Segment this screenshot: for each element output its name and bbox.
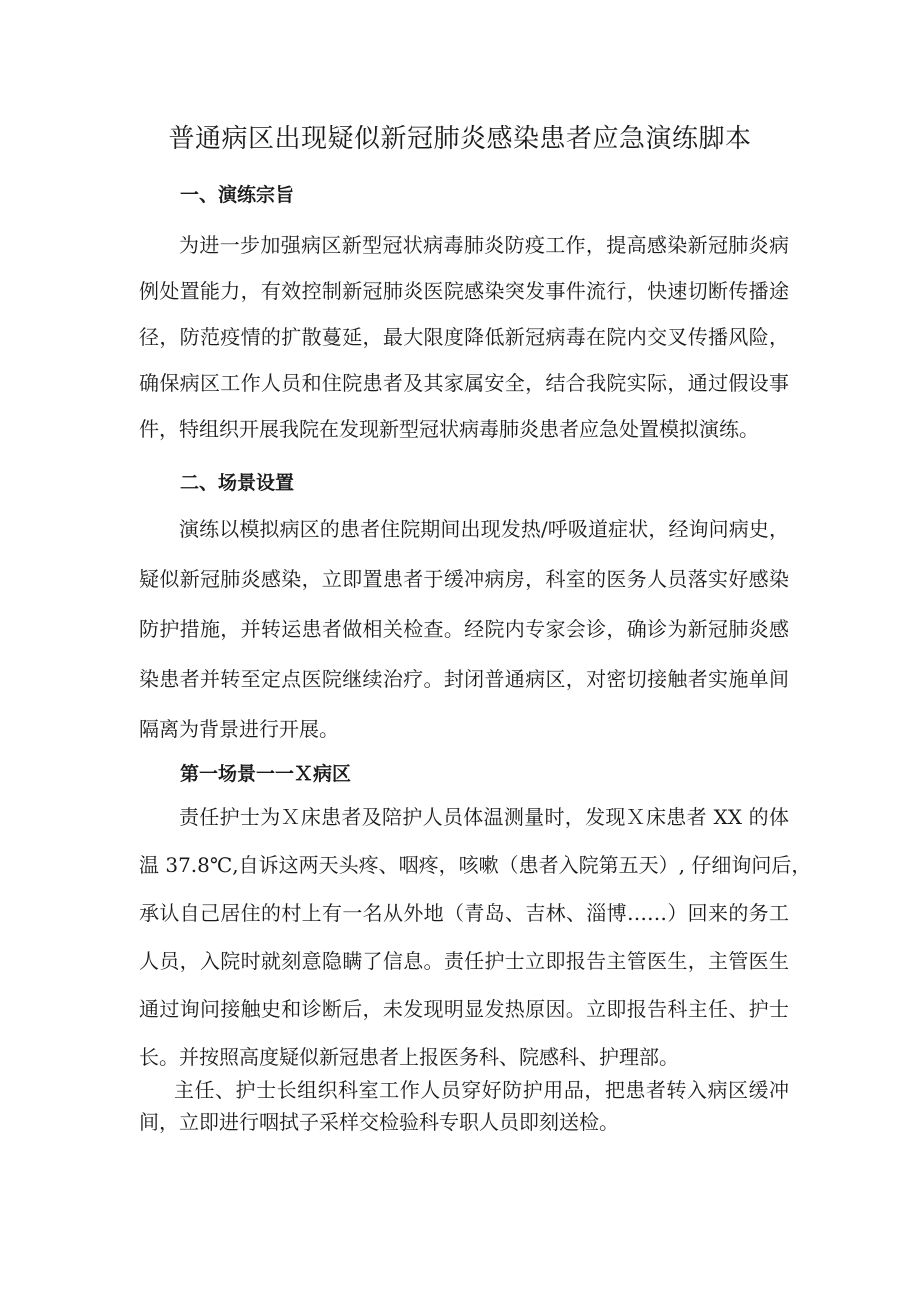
text-line: 长。并按照高度疑似新冠患者上报医务科、院感科、护理部。 <box>139 1045 679 1069</box>
scene-heading-ward: 第一场景一一Ｘ病区 <box>180 763 352 785</box>
text-line: 间，立即进行咽拭子采样交检验科专职人员即刻送检。 <box>139 1110 619 1134</box>
text-line: 责任护士为Ｘ床患者及陪护人员体温测量时，发现Ｘ床患者 XX 的体 <box>179 805 789 829</box>
text-line: 染患者并转至定点医院继续治疗。封闭普通病区，对密切接触者实施单间 <box>139 667 789 691</box>
section-heading-scene-setup: 二、场景设置 <box>180 472 295 494</box>
document-title: 普通病区出现疑似新冠肺炎感染患者应急演练脚本 <box>168 124 752 154</box>
text-line: 承认自己居住的村上有一名从外地（青岛、吉林、淄博……）回来的务工 <box>139 901 789 925</box>
text-line: 径，防范疫情的扩散蔓延，最大限度降低新冠病毒在院内交叉传播风险， <box>139 325 789 349</box>
section-heading-purpose: 一、演练宗旨 <box>180 184 295 206</box>
text-line: 为进一步加强病区新型冠状病毒肺炎防疫工作，提高感染新冠肺炎病 <box>179 233 789 257</box>
paragraph-purpose <box>139 222 789 452</box>
paragraph-scene1-discovery <box>139 793 812 1081</box>
text-line: 隔离为背景进行开展。 <box>139 717 339 741</box>
text-line: 件，特组织开展我院在发现新型冠状病毒肺炎患者应急处置模拟演练。 <box>139 417 759 441</box>
paragraph-scene-setup <box>139 504 789 754</box>
text-line: 疑似新冠肺炎感染，立即置患者于缓冲病房，科室的医务人员落实好感染 <box>139 567 789 591</box>
text-line: 人员，入院时就刻意隐瞒了信息。责任护士立即报告主管医生，主管医生 <box>139 949 789 973</box>
text-line: 例处置能力，有效控制新冠肺炎医院感染突发事件流行，快速切断传播途 <box>139 279 789 303</box>
text-line: 防护措施，并转运患者做相关检查。经院内专家会诊，确诊为新冠肺炎感 <box>139 617 789 641</box>
text-line: 主任、护士长组织科室工作人员穿好防护用品，把患者转入病区缓冲 <box>174 1078 789 1102</box>
text-line: 演练以模拟病区的患者住院期间出现发热/呼吸道症状，经询问病史， <box>179 517 789 541</box>
text-line: 通过询问接触史和诊断后，未发现明显发热原因。立即报告科主任、护士 <box>139 997 789 1021</box>
text-line: 温 37.8℃,自诉这两天头疼、咽疼，咳嗽（患者入院第五天）, 仔细询问后， <box>139 853 812 877</box>
paragraph-scene1-transfer <box>139 1074 789 1138</box>
text-line: 确保病区工作人员和住院患者及其家属安全，结合我院实际，通过假设事 <box>139 371 789 395</box>
